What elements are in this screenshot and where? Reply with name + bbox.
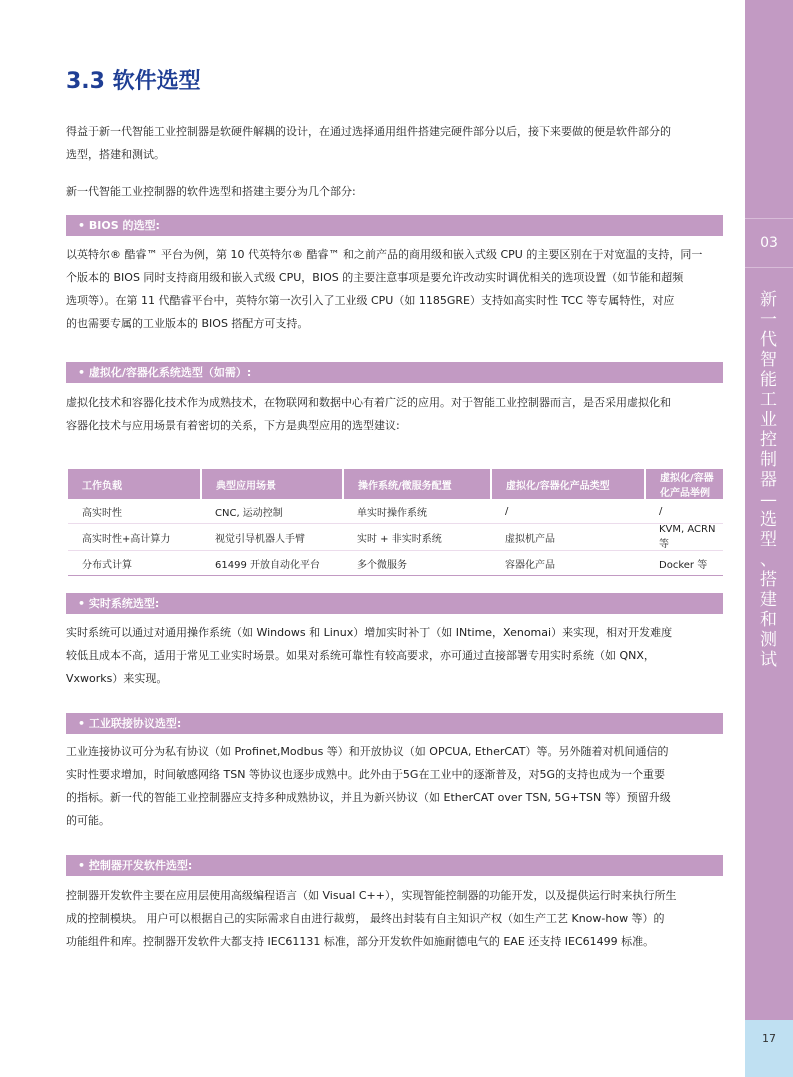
table-header-cell: 操作系统/微服务配置 <box>343 469 491 499</box>
table-cell: 多个微服务 <box>343 551 491 576</box>
intro-paragraph-2: 新一代智能工业控制器的软件选型和搭建主要分为几个部分: <box>66 185 356 198</box>
dev-line: 控制器开发软件主要在应用层使用高级编程语言（如 Visual C++），实现智能控制器的功能开发，以及提供运行时来执行所生 <box>66 889 677 902</box>
chapter-char: 、 <box>760 550 778 570</box>
chapter-char: 工 <box>760 390 778 410</box>
dev-line: 功能组件和库。控制器开发软件大都支持 IEC61131 标准，部分开发软件如施耐德电气的 EAE 还支持 IEC61499 标准。 <box>66 935 655 948</box>
intro-line: 选型，搭建和测试。 <box>66 148 165 161</box>
rt-heading: • 实时系统选型: <box>66 593 723 614</box>
chapter-char: 测 <box>760 630 778 650</box>
chapter-char: 业 <box>760 410 778 430</box>
table-cell: 分布式计算 <box>68 551 201 576</box>
page-number-box <box>745 1020 793 1077</box>
bios-heading: • BIOS 的选型: <box>66 215 723 236</box>
proto-paragraph <box>66 740 721 832</box>
rt-paragraph <box>66 621 721 690</box>
table-cell: 单实时操作系统 <box>343 499 491 524</box>
virt-heading: • 虚拟化/容器化系统选型（如需）: <box>66 362 723 383</box>
bios-line: 以英特尔® 酷睿™ 平台为例，第 10 代英特尔® 酷睿™ 和之前产品的商用级和嵌入式级 CPU 的主要区别在于对宽温的支持，同一 <box>66 248 703 261</box>
chapter-char: 智 <box>760 350 778 370</box>
table-row <box>68 499 723 524</box>
dev-paragraph <box>66 884 721 953</box>
proto-line: 的指标。新一代的智能工业控制器应支持多种成熟协议，并且为新兴协议（如 EtherCAT over TSN, 5G+TSN 等）预留升级 <box>66 791 671 804</box>
chapter-char: 制 <box>760 450 778 470</box>
table-cell: CNC, 运动控制 <box>201 499 343 524</box>
bios-line: 的也需要专属的工业版本的 BIOS 搭配方可支持。 <box>66 317 309 330</box>
intro-paragraph <box>66 120 721 166</box>
table-header-cell: 典型应用场景 <box>201 469 343 499</box>
table-cell: 61499 开放自动化平台 <box>201 551 343 576</box>
chapter-char: 控 <box>760 430 778 450</box>
chapter-char: 选 <box>760 510 778 530</box>
proto-line: 的可能。 <box>66 814 110 827</box>
proto-line: 工业连接协议可分为私有协议（如 Profinet,Modbus 等）和开放协议（如 OPCUA, EtherCAT）等。另外随着对机间通信的 <box>66 745 669 758</box>
virt-paragraph <box>66 391 721 437</box>
table-cell: 高实时性 <box>68 499 201 524</box>
table-header-cell: 虚拟化/容器化产品举例 <box>645 469 723 499</box>
table-row <box>68 524 723 551</box>
chapter-char: 搭 <box>760 570 778 590</box>
chapter-char: 型 <box>760 530 778 550</box>
selection-table <box>68 469 723 576</box>
bios-line: 个版本的 BIOS 同时支持商用级和嵌入式级 CPU，BIOS 的主要注意事项是要允许改动实时调优相关的选项设置（如节能和超频 <box>66 271 684 284</box>
chapter-char: 器 <box>760 470 778 490</box>
table-cell: 容器化产品 <box>491 551 645 576</box>
table-row <box>68 551 723 576</box>
chapter-char: 新 <box>760 290 778 310</box>
virt-line: 虚拟化技术和容器化技术作为成熟技术，在物联网和数据中心有着广泛的应用。对于智能工业控制器而言，是否采用虚拟化和 <box>66 396 671 409</box>
table-header-cell: 工作负载 <box>68 469 201 499</box>
rt-line: Vxworks）来实现。 <box>66 672 168 685</box>
intro-line: 得益于新一代智能工业控制器是软硬件解耦的设计，在通过选择通用组件搭建完硬件部分以后，接下来要做的便是软件部分的 <box>66 125 671 138</box>
proto-heading: • 工业联接协议选型: <box>66 713 723 734</box>
chapter-char: 建 <box>760 590 778 610</box>
chapter-char: 能 <box>760 370 778 390</box>
chapter-number: 03 <box>745 218 793 268</box>
table-cell: KVM, ACRN 等 <box>645 524 723 551</box>
table-cell: 实时 + 非实时系统 <box>343 524 491 551</box>
rt-line: 较低且成本不高，适用于常见工业实时场景。如果对系统可靠性有较高要求，亦可通过直接部署专用实时系统（如 QNX， <box>66 649 655 662</box>
chapter-char: 试 <box>760 650 778 670</box>
dev-heading: • 控制器开发软件选型: <box>66 855 723 876</box>
proto-line: 实时性要求增加，时间敏感网络 TSN 等协议也逐步成熟中。此外由于5G在工业中的逐渐普及，对5G的支持也成为一个重要 <box>66 768 665 781</box>
virt-line: 容器化技术与应用场景有着密切的关系，下方是典型应用的选型建议: <box>66 419 400 432</box>
chapter-char: 代 <box>760 330 778 350</box>
rt-line: 实时系统可以通过对通用操作系统（如 Windows 和 Linux）增加实时补丁（如 INtime，Xenomai）来实现，相对开发难度 <box>66 626 673 639</box>
chapter-char: 一 <box>760 310 778 330</box>
bios-paragraph <box>66 243 721 335</box>
bios-line: 选项等）。在第 11 代酷睿平台中，英特尔第一次引入了工业级 CPU（如 1185GRE）支持如高实时性 TCC 等专属特性，对应 <box>66 294 675 307</box>
table-cell: 高实时性+高计算力 <box>68 524 201 551</box>
section-title: 3.3 软件选型 <box>66 69 201 94</box>
chapter-char: — <box>760 490 778 510</box>
page-number: 17 <box>762 1032 776 1045</box>
table-cell: Docker 等 <box>645 551 723 576</box>
dev-line: 成的控制模块。 用户可以根据自己的实际需求自由进行裁剪， 最终出封装有自主知识产权（如生产工艺 Know-how 等）的 <box>66 912 665 925</box>
table-cell: / <box>645 499 723 524</box>
table-cell: 视觉引导机器人手臂 <box>201 524 343 551</box>
table-header-cell: 虚拟化/容器化产品类型 <box>491 469 645 499</box>
table-cell: 虚拟机产品 <box>491 524 645 551</box>
chapter-char: 和 <box>760 610 778 630</box>
chapter-title <box>745 290 793 670</box>
table-header-row <box>68 469 723 499</box>
table-cell: / <box>491 499 645 524</box>
